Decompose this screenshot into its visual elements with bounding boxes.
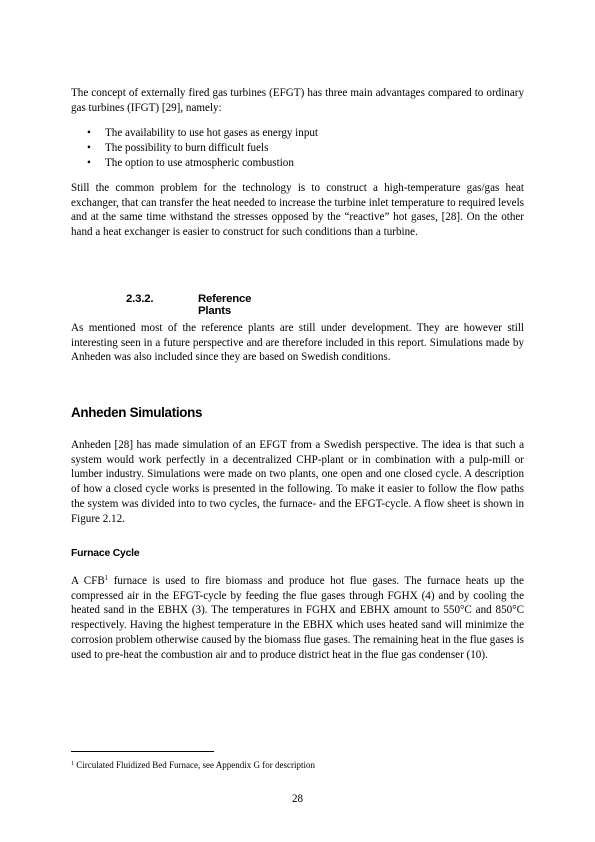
list-item: • The availability to use hot gases as energy input bbox=[87, 127, 318, 139]
anheden-paragraph: Anheden [28] has made simulation of an EFGT from a Swedish perspective. The idea is that such a system would work perfectly in a decentralized CHP-plant or in combination with a pulp-mill or lumber industry. Simulations were made on two plants, one open and one closed cycle. A description of how a closed cycle works is presented in the following. To make it easier to follow the flow paths the system was divided into to two cycles, the furnace- and the EFGT-cycle. A flow sheet is shown in Figure 2.12. bbox=[71, 439, 524, 525]
heat-exchanger-paragraph: Still the common problem for the technology is to construct a high-temperature gas/gas heat exchanger, that can transfer the heat needed to increase the turbine inlet temperature to required levels and at the same time withstand the stresses opposed by the “reactive” hot gases, [28]. On the other hand a heat exchanger is easier to construct for such conditions than a turbine. bbox=[71, 182, 524, 239]
page-number: 28 bbox=[291, 793, 304, 805]
footnote: $^1$ Circulated Fluidized Bed Furnace, see Appendix G for description bbox=[71, 760, 315, 770]
footnote-divider bbox=[71, 751, 214, 752]
bullet-icon: • bbox=[87, 127, 91, 139]
bullet-icon: • bbox=[87, 157, 91, 169]
section-title: Reference Plants bbox=[198, 293, 252, 317]
bullet-icon: • bbox=[87, 142, 91, 154]
footnote-marker: 1 bbox=[71, 761, 74, 767]
list-item: • The option to use atmospheric combustion bbox=[87, 157, 294, 169]
subsection-heading: Anheden Simulations bbox=[71, 405, 203, 420]
advantages-list bbox=[71, 126, 524, 171]
section-number: 2.3.2. bbox=[126, 293, 154, 305]
subsubsection-heading: Furnace Cycle bbox=[71, 548, 140, 559]
list-item: • The possibility to burn difficult fuels bbox=[87, 142, 269, 154]
reference-plants-paragraph: As mentioned most of the reference plants are still under development. They are however still interesting seen in a future perspective and are therefore included in this report. Simulations made by Anheden was also included since they are based on Swedish conditions. bbox=[71, 322, 524, 364]
furnace-paragraph: A CFB$^1$ furnace is used to fire biomass and produce hot flue gases. The furnace heats up the compressed air in the EFGT-cycle by feeding the flue gases through FGHX (4) and by cooling the heated sand in the EBHX (3). The temperatures in FGHX and EBHX amount to 550°C and 850°C respectively. Having the highest temperature in the EBHX which uses heated sand will minimize the corrosion problem otherwise caused by the biomass flue gases. The remaining heat in the flue gases is used to pre-heat the combustion air and to produce district heat in the flue gas condenser (10). bbox=[71, 574, 524, 661]
footnote-reference: 1 bbox=[104, 574, 109, 582]
intro-paragraph: The concept of externally fired gas turbines (EFGT) has three main advantages compared to ordinary gas turbines (IFGT) [29], namely: bbox=[71, 87, 524, 114]
